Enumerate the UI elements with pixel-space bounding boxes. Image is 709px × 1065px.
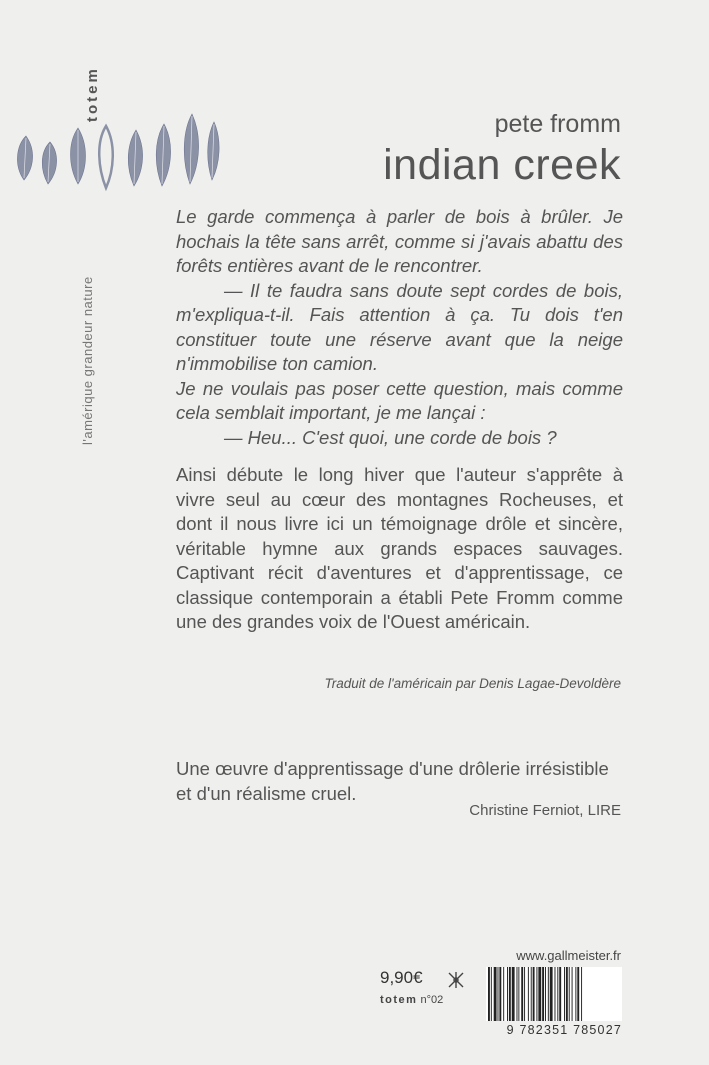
barcode-bar	[557, 967, 558, 1021]
barcode-bar	[488, 967, 490, 1021]
leaf-4	[99, 126, 113, 188]
summary	[176, 463, 623, 635]
isbn: 9 782351 785027	[506, 1023, 622, 1037]
barcode-bar	[548, 967, 549, 1021]
series-number	[380, 994, 443, 1006]
barcode-bar	[518, 967, 519, 1021]
press-quote	[176, 757, 623, 806]
barcode-bar	[581, 967, 582, 1021]
barcode-bar	[512, 967, 515, 1021]
barcode-bar	[536, 967, 537, 1021]
barcode-bar	[559, 967, 561, 1021]
barcode-bar	[494, 967, 497, 1021]
translator-credit: Traduit de l'américain par Denis Lagae-Devoldère	[324, 676, 621, 691]
excerpt-paragraph: — Heu... C'est quoi, une corde de bois ?	[224, 426, 557, 448]
barcode-bar	[550, 967, 553, 1021]
leaf-5	[128, 130, 142, 186]
barcode-bar	[531, 967, 532, 1021]
excerpt-paragraph: — Il te faudra sans doute sept cordes de bois, m'expliqua-t-il. Fais attention à ça. Tu dois t'en constituer toute une réserve avant que la neige n'immobilise ton camion.	[176, 279, 623, 374]
barcode-bar	[542, 967, 544, 1021]
barcode-bar	[521, 967, 523, 1021]
publisher-website: www.gallmeister.fr	[516, 948, 621, 963]
quote-source: Christine Ferniot, LIRE	[469, 802, 621, 819]
series-name: totem	[84, 66, 101, 122]
barcode-bar	[545, 967, 546, 1021]
series-number-value: n°02	[420, 994, 444, 1006]
barcode-bar	[507, 967, 508, 1021]
barcode-bar	[555, 967, 556, 1021]
barcode-bar	[528, 967, 529, 1021]
barcode-bar	[533, 967, 535, 1021]
barcode	[486, 967, 622, 1021]
book-title: indian creek	[383, 141, 621, 189]
barcode-bar	[572, 967, 573, 1021]
excerpt-paragraph: Je ne voulais pas poser cette question, mais comme cela semblait important, je me lançai :	[176, 377, 623, 423]
barcode-bar	[499, 967, 501, 1021]
excerpt	[176, 205, 623, 450]
barcode-bar	[538, 967, 541, 1021]
barcode-bar	[509, 967, 511, 1021]
collection-name: l'amérique grandeur nature	[80, 276, 95, 445]
collection-vertical	[80, 205, 100, 445]
summary-text: Ainsi débute le long hiver que l'auteur s'apprête à vivre seul au cœur des montagnes Rocheuses, et dont il nous livre ici un témoignage drôle et sincère, véritable hymne aux grands espaces sauvages. Captivant récit d'aventures et d'apprentissage, ce classique contemporain a établi Pete Fromm comme une des grandes voix de l'Ouest américain.	[176, 464, 623, 632]
quote-text: Une œuvre d'apprentissage d'une drôlerie irrésistible et d'un réalisme cruel.	[176, 758, 609, 804]
barcode-bar	[564, 967, 565, 1021]
publisher-logo-icon	[446, 970, 466, 990]
barcode-bar	[566, 967, 568, 1021]
author-name: pete fromm	[494, 110, 621, 138]
barcode-bar	[503, 967, 504, 1021]
price: 9,90€	[380, 968, 423, 987]
barcode-bar	[575, 967, 576, 1021]
barcode-bar	[498, 967, 499, 1021]
barcode-bar	[517, 967, 518, 1021]
barcode-bar	[524, 967, 525, 1021]
barcode-bar	[577, 967, 579, 1021]
series-label: totem	[380, 994, 418, 1006]
barcode-bar	[569, 967, 570, 1021]
leaves-logo	[8, 108, 223, 193]
excerpt-paragraph: Le garde commença à parler de bois à brûler. Je hochais la tête sans arrêt, comme si j'avais abattu des forêts entières avant de le rencontrer.	[176, 206, 623, 276]
leaf-2	[42, 142, 56, 184]
barcode-bar	[491, 967, 492, 1021]
